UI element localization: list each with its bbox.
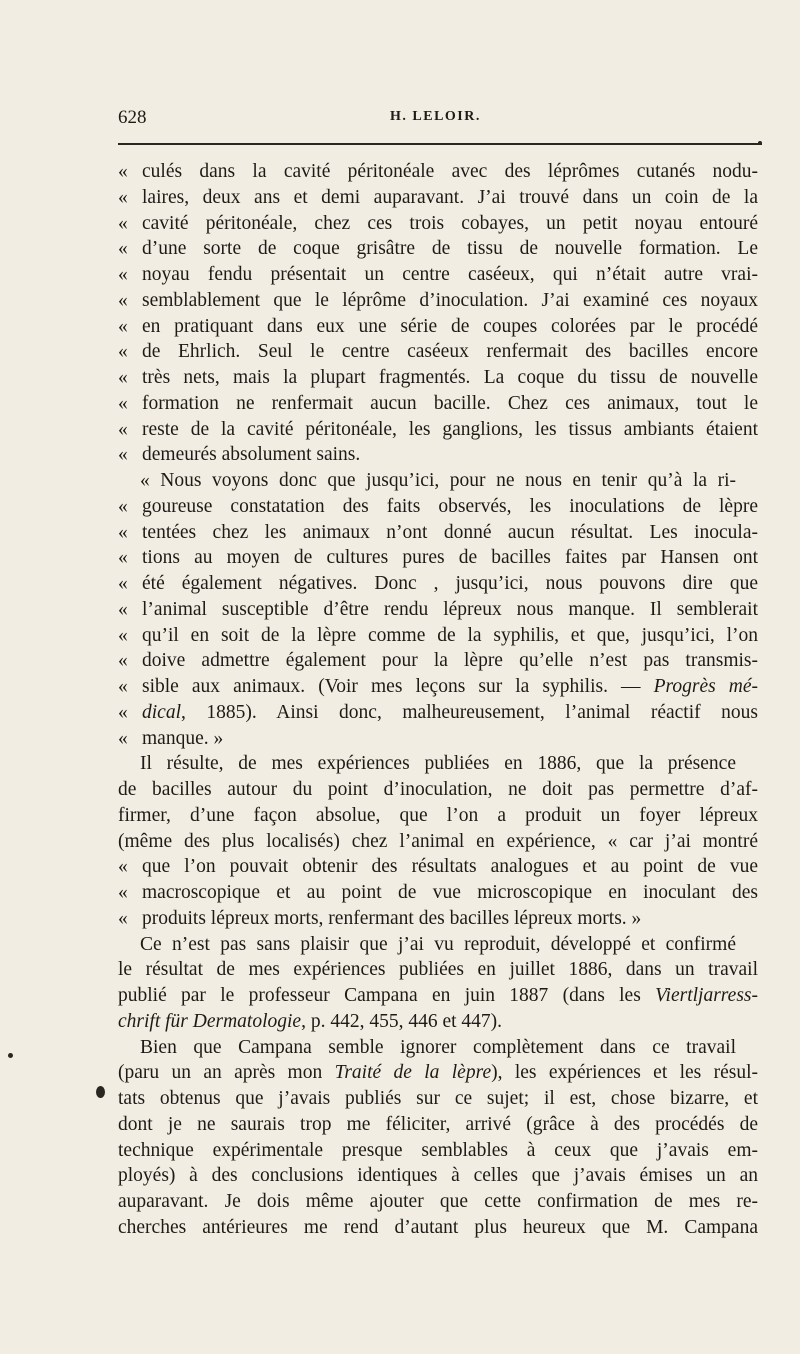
quote-mark: « bbox=[118, 856, 128, 878]
text-line bbox=[118, 1138, 758, 1164]
quote-mark: « bbox=[118, 882, 128, 903]
line-text: laires, deux ans et demi auparavant. J’ai trouvé dans un coin de la bbox=[142, 186, 758, 208]
line-text: tats obtenus que j’avais publiés sur ce sujet; il est, chose bizarre, et bbox=[118, 1088, 758, 1109]
italic-text: Progrès mé- bbox=[653, 676, 759, 697]
line-content bbox=[142, 880, 758, 906]
line-content bbox=[142, 700, 758, 726]
text-line bbox=[118, 1009, 758, 1035]
line-content bbox=[142, 365, 758, 391]
text-line bbox=[118, 1189, 758, 1215]
line-text: publié par le professeur Campana en juin 1887 (dans les bbox=[118, 985, 656, 1006]
quote-mark: « bbox=[118, 264, 128, 285]
text-line bbox=[118, 185, 758, 211]
text-line bbox=[118, 700, 758, 726]
line-text: manque. » bbox=[142, 727, 224, 749]
line-content bbox=[142, 417, 758, 443]
line-text: , p. 442, 455, 446 et 447). bbox=[301, 1010, 503, 1032]
quote-mark: « bbox=[118, 367, 128, 388]
line-text: formation ne renfermait aucun bacille. Chez ces animaux, tout le bbox=[142, 392, 758, 414]
quote-mark: « bbox=[118, 907, 128, 929]
line-content bbox=[142, 648, 758, 674]
line-text: que l’on pouvait obtenir des résultats analogues et au point de vue bbox=[142, 856, 758, 878]
header-rule bbox=[118, 143, 762, 145]
text-line bbox=[118, 1035, 758, 1061]
quote-mark: « bbox=[118, 238, 128, 260]
text-line bbox=[118, 262, 758, 288]
line-text: doive admettre également pour la lèpre qu’elle n’est pas transmis- bbox=[142, 650, 758, 672]
quote-mark: « bbox=[118, 727, 128, 749]
line-content bbox=[142, 159, 758, 185]
line-text: cavité péritonéale, chez ces trois cobayes, un petit noyau entouré bbox=[142, 212, 758, 234]
line-text: tentées chez les animaux n’ont donné aucun résultat. Les inocula- bbox=[142, 521, 758, 543]
page-number: 628 bbox=[118, 107, 147, 128]
italic-text: dical bbox=[142, 701, 181, 723]
line-text: ployés) à des conclusions identiques à celles que j’avais émises un an bbox=[118, 1165, 758, 1187]
line-text: sible aux animaux. (Voir mes leçons sur la syphilis. — bbox=[142, 676, 654, 697]
text-line bbox=[118, 623, 758, 649]
text-line bbox=[118, 1163, 758, 1189]
text-line bbox=[118, 726, 758, 752]
body-text bbox=[118, 159, 758, 1241]
italic-text: Viertljarress- bbox=[655, 985, 758, 1006]
line-content bbox=[140, 932, 736, 958]
line-text: technique expérimentale presque semblables à ceux que j’avais em- bbox=[118, 1139, 758, 1161]
line-content bbox=[140, 751, 736, 777]
line-content bbox=[142, 494, 758, 520]
quote-mark: « bbox=[118, 444, 128, 466]
line-content bbox=[118, 1138, 758, 1164]
text-line bbox=[118, 442, 758, 468]
line-content bbox=[142, 442, 758, 468]
text-line bbox=[118, 957, 758, 983]
line-content bbox=[142, 314, 758, 340]
italic-text: Traité de la lèpre bbox=[334, 1062, 492, 1084]
line-content bbox=[142, 391, 758, 417]
running-title: H. LELOIR. bbox=[390, 109, 481, 124]
quote-mark: « bbox=[118, 598, 128, 620]
line-content bbox=[118, 1086, 758, 1112]
text-line bbox=[118, 803, 758, 829]
line-text: d’une sorte de coque grisâtre de tissu de nouvelle formation. Le bbox=[142, 238, 758, 260]
text-line bbox=[118, 854, 758, 880]
page-header bbox=[118, 107, 758, 133]
quote-mark: « bbox=[118, 392, 128, 414]
quote-mark: « bbox=[118, 701, 128, 723]
line-content bbox=[142, 674, 758, 700]
line-content bbox=[142, 236, 758, 262]
line-text: cherches antérieures me rend d’autant plus heureux que M. Campana bbox=[118, 1216, 758, 1238]
line-content bbox=[118, 1215, 758, 1241]
line-text: de Ehrlich. Seul le centre caséeux renfermait des bacilles encore bbox=[142, 341, 758, 363]
line-content bbox=[118, 1060, 758, 1086]
line-text: dont je ne saurais trop me féliciter, arrivé (grâce à des procédés de bbox=[118, 1113, 758, 1135]
text-line bbox=[118, 932, 758, 958]
quote-mark: « bbox=[118, 547, 128, 569]
line-text: semblablement que le léprôme d’inoculation. J’ai examiné ces noyaux bbox=[142, 289, 758, 311]
line-text: reste de la cavité péritonéale, les ganglions, les tissus ambiants étaient bbox=[142, 418, 758, 440]
quote-mark: « bbox=[118, 573, 128, 594]
line-text: qu’il en soit de la lèpre comme de la syphilis, et que, jusqu’ici, l’on bbox=[142, 624, 758, 646]
text-line bbox=[118, 597, 758, 623]
line-text: firmer, d’une façon absolue, que l’on a produit un foyer lépreux bbox=[118, 804, 758, 826]
text-line bbox=[118, 236, 758, 262]
quote-mark: « bbox=[118, 212, 128, 234]
line-text: en pratiquant dans eux une série de coupes colorées par le procédé bbox=[142, 315, 758, 337]
line-text: demeurés absolument sains. bbox=[142, 444, 361, 466]
text-line bbox=[118, 1086, 758, 1112]
line-content bbox=[118, 829, 758, 855]
line-content bbox=[118, 803, 758, 829]
text-line bbox=[118, 339, 758, 365]
italic-text: chrift für Dermatologie bbox=[118, 1010, 302, 1032]
line-content bbox=[118, 1189, 758, 1215]
line-text: l’animal susceptible d’être rendu lépreux nous manque. Il semblerait bbox=[142, 598, 758, 620]
text-line bbox=[118, 674, 758, 700]
text-line bbox=[118, 365, 758, 391]
text-line bbox=[118, 571, 758, 597]
line-content bbox=[118, 957, 758, 983]
line-content bbox=[142, 520, 758, 546]
line-text: tions au moyen de cultures pures de bacilles faites par Hansen ont bbox=[142, 547, 758, 569]
line-text: , 1885). Ainsi donc, malheureusement, l’animal réactif nous bbox=[181, 701, 758, 723]
quote-mark: « bbox=[118, 624, 128, 646]
quote-mark: « bbox=[118, 418, 128, 440]
text-line bbox=[118, 211, 758, 237]
line-content bbox=[142, 185, 758, 211]
text-line bbox=[118, 520, 758, 546]
text-line bbox=[118, 777, 758, 803]
line-text: « Nous voyons donc que jusqu’ici, pour ne nous en tenir qu’à la ri- bbox=[140, 470, 736, 491]
line-text: culés dans la cavité péritonéale avec des léprômes cutanés nodu- bbox=[142, 161, 758, 182]
text-line bbox=[118, 1060, 758, 1086]
quote-mark: « bbox=[118, 315, 128, 337]
quote-mark: « bbox=[118, 676, 128, 697]
line-content bbox=[118, 777, 758, 803]
ink-speck bbox=[8, 1053, 13, 1058]
text-line bbox=[118, 288, 758, 314]
line-content bbox=[142, 597, 758, 623]
text-line bbox=[118, 829, 758, 855]
line-content bbox=[142, 906, 758, 932]
line-content bbox=[142, 288, 758, 314]
line-text: Ce n’est pas sans plaisir que j’ai vu reproduit, développé et confirmé bbox=[140, 933, 736, 955]
line-content bbox=[142, 262, 758, 288]
line-text: (paru un an après mon bbox=[118, 1062, 335, 1084]
text-line bbox=[118, 648, 758, 674]
ink-speck bbox=[758, 141, 762, 145]
line-text: Il résulte, de mes expériences publiées en 1886, que la présence bbox=[140, 753, 736, 775]
text-line bbox=[118, 751, 758, 777]
quote-mark: « bbox=[118, 186, 128, 208]
line-content bbox=[118, 1009, 758, 1035]
line-content bbox=[142, 211, 758, 237]
line-text: auparavant. Je dois même ajouter que cette confirmation de mes re- bbox=[118, 1191, 758, 1212]
line-content bbox=[142, 339, 758, 365]
text-line bbox=[118, 314, 758, 340]
line-content bbox=[142, 623, 758, 649]
line-text: très nets, mais la plupart fragmentés. La coque du tissu de nouvelle bbox=[142, 367, 758, 388]
line-text: le résultat de mes expériences publiées en juillet 1886, dans un travail bbox=[118, 959, 758, 981]
line-content bbox=[140, 1035, 736, 1061]
line-text: ), les expériences et les résul- bbox=[491, 1062, 758, 1084]
quote-mark: « bbox=[118, 650, 128, 672]
text-line bbox=[118, 159, 758, 185]
line-content bbox=[118, 1112, 758, 1138]
line-content bbox=[142, 545, 758, 571]
ink-speck bbox=[96, 1086, 105, 1098]
line-text: été également négatives. Donc , jusqu’ici, nous pouvons dire que bbox=[142, 573, 758, 594]
line-text: Bien que Campana semble ignorer complètement dans ce travail bbox=[140, 1036, 736, 1058]
line-content bbox=[142, 854, 758, 880]
quote-mark: « bbox=[118, 161, 128, 182]
line-text: macroscopique et au point de vue microscopique en inoculant des bbox=[142, 882, 758, 903]
line-text: noyau fendu présentait un centre caséeux, qui n’était autre vrai- bbox=[142, 264, 758, 285]
line-text: produits lépreux morts, renfermant des bacilles lépreux morts. » bbox=[142, 907, 642, 929]
line-text: (même des plus localisés) chez l’animal en expérience, « car j’ai montré bbox=[118, 830, 758, 852]
text-line bbox=[118, 983, 758, 1009]
line-content bbox=[118, 1163, 758, 1189]
text-line bbox=[118, 417, 758, 443]
line-content bbox=[142, 726, 758, 752]
text-line bbox=[118, 906, 758, 932]
text-line bbox=[118, 391, 758, 417]
text-line bbox=[118, 1112, 758, 1138]
text-line bbox=[118, 468, 758, 494]
text-line bbox=[118, 494, 758, 520]
quote-mark: « bbox=[118, 341, 128, 363]
quote-mark: « bbox=[118, 495, 128, 517]
line-content bbox=[118, 983, 758, 1009]
line-content bbox=[142, 571, 758, 597]
quote-mark: « bbox=[118, 289, 128, 311]
line-text: goureuse constatation des faits observés, les inoculations de lèpre bbox=[142, 495, 758, 517]
quote-mark: « bbox=[118, 521, 128, 543]
line-text: de bacilles autour du point d’inoculation, ne doit pas permettre d’af- bbox=[118, 779, 758, 800]
text-line bbox=[118, 880, 758, 906]
text-line bbox=[118, 1215, 758, 1241]
line-content bbox=[140, 468, 736, 494]
text-line bbox=[118, 545, 758, 571]
